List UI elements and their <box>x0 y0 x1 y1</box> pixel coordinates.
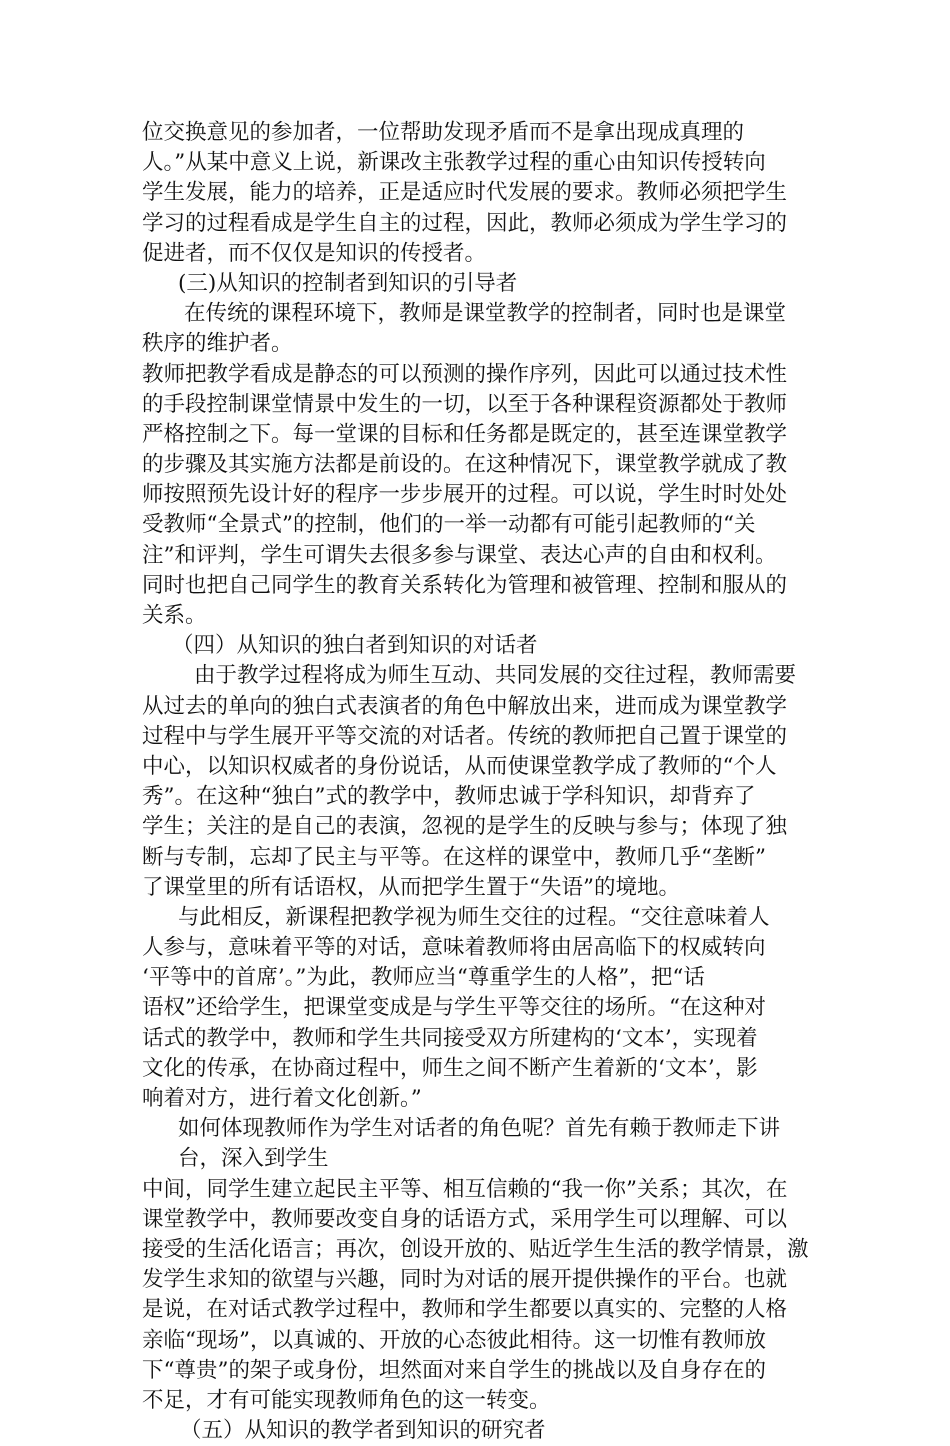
body-line: 文化的传承，在协商过程中，师生之间不断产生着新的‘文本’，影 <box>142 1055 758 1081</box>
body-line: 师按照预先设计好的程序一步步展开的过程。可以说，学生时时处处 <box>142 482 788 508</box>
body-line: 同时也把自己同学生的教育关系转化为管理和被管理、控制和服从的 <box>142 572 788 598</box>
body-line: 课堂教学中，教师要改变自身的话语方式，采用学生可以理解、可以 <box>142 1206 788 1232</box>
body-line: 下“尊贵”的架子或身份，坦然面对来自学生的挑战以及自身存在的 <box>142 1357 766 1383</box>
body-line: 严格控制之下。每一堂课的目标和任务都是既定的，甚至连课堂教学 <box>142 421 788 447</box>
body-line: 人。”从某中意义上说，新课改主张教学过程的重心由知识传授转向 <box>142 150 766 176</box>
body-line: 秩序的维护者。 <box>142 331 293 357</box>
body-line: 台，深入到学生 <box>178 1146 329 1172</box>
body-line: 关系。 <box>142 603 207 628</box>
body-line: 响着对方，进行着文化创新。” <box>142 1086 422 1111</box>
body-line: 不足，才有可能实现教师角色的这一转变。 <box>142 1387 551 1413</box>
body-line: 断与专制，忘却了民主与平等。在这样的课堂中，教师几乎“垄断” <box>142 844 766 870</box>
body-line: 学生发展，能力的培养，正是适应时代发展的要求。教师必须把学生 <box>142 180 788 206</box>
body-line: 亲临“现场”，以真诚的、开放的心态彼此相待。这一切惟有教师放 <box>142 1327 766 1353</box>
body-line: 了课堂里的所有话语权，从而把学生置于“失语”的境地。 <box>142 874 680 900</box>
body-line: 如何体现教师作为学生对话者的角色呢？首先有赖于教师走下讲 <box>178 1116 781 1142</box>
body-line: ‘平等中的首席’。”为此，教师应当“尊重学生的人格”，把“话 <box>142 965 705 991</box>
body-line: 秀”。在这种“独白”式的教学中，教师忠诚于学科知识，却背弃了 <box>142 784 756 810</box>
body-line: 教师把教学看成是静态的可以预测的操作序列，因此可以通过技术性 <box>142 361 788 387</box>
body-line: 的手段控制课堂情景中发生的一切，以至于各种课程资源都处于教师 <box>142 391 788 417</box>
body-line: 语权”还给学生，把课堂变成是与学生平等交往的场所。“在这种对 <box>142 995 766 1021</box>
body-line: 的步骤及其实施方法都是前设的。在这种情况下，课堂教学就成了教 <box>142 452 788 478</box>
body-line: 中心，以知识权威者的身份说话，从而使课堂教学成了教师的“个人 <box>142 753 777 779</box>
body-line: 学习的过程看成是学生自主的过程，因此，教师必须成为学生学习的 <box>142 210 788 236</box>
body-line: 与此相反，新课程把教学视为师生交往的过程。“交往意味着人 <box>178 904 770 930</box>
body-line: 受教师“全景式”的控制，他们的一举一动都有可能引起教师的“关 <box>142 512 756 538</box>
body-line: 促进者，而不仅仅是知识的传授者。 <box>142 240 487 266</box>
body-line: 过程中与学生展开平等交流的对话者。传统的教师把自己置于课堂的 <box>142 723 788 749</box>
document-body <box>142 118 810 1446</box>
body-line: 接受的生活化语言；再次，创设开放的、贴近学生生活的教学情景，激 <box>142 1236 809 1262</box>
body-line: 话式的教学中，教师和学生共同接受双方所建构的‘文本’，实现着 <box>142 1025 758 1051</box>
body-line: 在传统的课程环境下，教师是课堂教学的控制者，同时也是课堂 <box>184 301 787 327</box>
section-heading: （五）从知识的教学者到知识的研究者 <box>180 1418 546 1444</box>
body-line: 人参与，意味着平等的对话，意味着教师将由居高临下的权威转向 <box>142 935 766 961</box>
section-heading: (三)从知识的控制者到知识的引导者 <box>178 270 518 296</box>
body-line: 注”和评判，学生可谓失去很多参与课堂、表达心声的自由和权利。 <box>142 542 777 568</box>
body-line: 发学生求知的欲望与兴趣，同时为对话的展开提供操作的平台。也就 <box>142 1267 788 1293</box>
section-heading: （四）从知识的独白者到知识的对话者 <box>172 633 538 659</box>
body-line: 从过去的单向的独白式表演者的角色中解放出来，进而成为课堂教学 <box>142 693 788 719</box>
body-line: 学生；关注的是自己的表演，忽视的是学生的反映与参与；体现了独 <box>142 814 788 840</box>
body-line: 是说，在对话式教学过程中，教师和学生都要以真实的、完整的人格 <box>142 1297 788 1323</box>
body-line: 中间，同学生建立起民主平等、相互信赖的“我一你”关系；其次，在 <box>142 1176 788 1202</box>
body-line: 位交换意见的参加者，一位帮助发现矛盾而不是拿出现成真理的 <box>142 120 745 145</box>
body-line: 由于教学过程将成为师生互动、共同发展的交往过程，教师需要 <box>194 663 797 689</box>
